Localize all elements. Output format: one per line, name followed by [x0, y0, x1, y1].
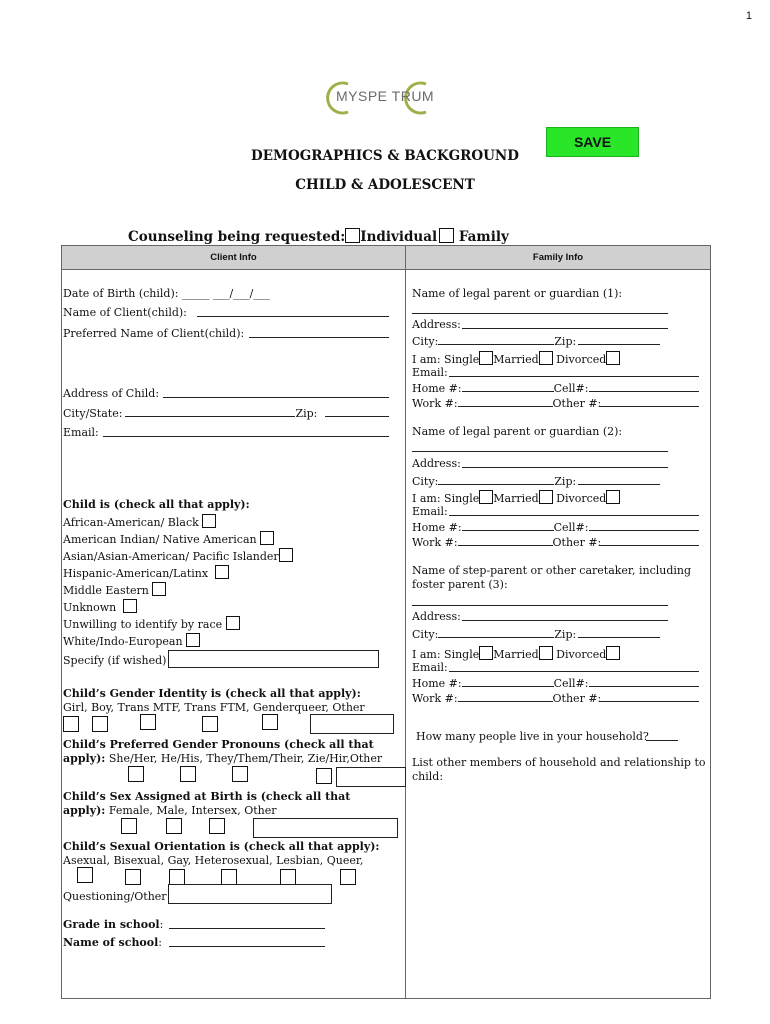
race-option-7[interactable]	[63, 616, 240, 632]
sex-options: Female, Male, Intersex, Other	[105, 804, 277, 817]
g1-email-field[interactable]	[412, 366, 699, 380]
race-label: Hispanic-American/Latinx	[63, 567, 209, 580]
child-email-field[interactable]	[63, 426, 389, 440]
race-checkbox[interactable]	[260, 531, 274, 545]
race-checkbox[interactable]	[186, 633, 200, 647]
married-checkbox[interactable]	[539, 490, 553, 504]
home-label: Home #:	[412, 677, 462, 690]
city-label: City:	[412, 628, 439, 641]
gender-checkbox-boy[interactable]	[92, 716, 108, 732]
step-parent-label-cont: foster parent (3):	[412, 578, 508, 591]
married-label: Married	[493, 648, 539, 661]
g2-status	[412, 490, 620, 506]
orientation-checkbox-asexual[interactable]	[77, 867, 93, 883]
g2-city-field[interactable]	[412, 474, 660, 489]
g1-status	[412, 351, 620, 367]
school-field[interactable]: Name of school:	[63, 936, 325, 950]
orientation-heading: Child’s Sexual Orientation is (check all that apply):	[63, 840, 380, 853]
divorced-label: Divorced	[556, 492, 607, 505]
zip-label: Zip:	[295, 407, 318, 420]
gender-other-input[interactable]	[310, 714, 394, 734]
married-checkbox[interactable]	[539, 351, 553, 365]
pronoun-checkbox-they[interactable]	[232, 766, 248, 782]
divorced-label: Divorced	[556, 648, 607, 661]
pronouns-heading-cont: apply):	[63, 752, 106, 765]
g1-address-field[interactable]	[412, 318, 668, 332]
step-parent-label: Name of step-parent or other caretaker, including	[412, 564, 692, 577]
work-label: Work #:	[412, 397, 458, 410]
sex-checkbox-male[interactable]	[166, 818, 182, 834]
g3-phone-row2[interactable]	[412, 691, 699, 706]
cell-label: Cell#:	[553, 382, 589, 395]
individual-label: Individual	[360, 229, 438, 245]
orientation-checkbox-lesbian[interactable]	[280, 869, 296, 885]
page-number: 1	[745, 10, 752, 22]
grade-field[interactable]: Grade in school:	[63, 918, 325, 932]
work-label: Work #:	[412, 536, 458, 549]
other-label: Other #:	[552, 536, 602, 549]
single-checkbox[interactable]	[479, 490, 493, 504]
child-address-field[interactable]	[63, 387, 389, 401]
pronoun-checkbox-he[interactable]	[180, 766, 196, 782]
child-address-label: Address of Child:	[63, 387, 160, 400]
race-option-3[interactable]	[63, 548, 293, 564]
myspectrum-logo	[326, 78, 450, 118]
g2-email-field[interactable]	[412, 505, 699, 519]
single-checkbox[interactable]	[479, 351, 493, 365]
counseling-label: Counseling being requested:	[128, 229, 346, 245]
orientation-checkbox-heterosexual[interactable]	[221, 869, 237, 885]
pronoun-checkbox-zie[interactable]	[316, 768, 332, 784]
individual-checkbox[interactable]	[345, 228, 360, 243]
gender-checkbox-ftm[interactable]	[202, 716, 218, 732]
members-label-cont: child:	[412, 770, 444, 783]
cell-label: Cell#:	[553, 521, 589, 534]
sex-options-line	[63, 804, 277, 818]
cell-label: Cell#:	[553, 677, 589, 690]
g3-phone-row1[interactable]	[412, 676, 699, 691]
household-label: How many people live in your household?	[416, 730, 649, 743]
orientation-other	[63, 884, 332, 904]
step-parent-input[interactable]	[412, 595, 668, 606]
gender-checkbox-genderqueer[interactable]	[262, 714, 278, 730]
race-checkbox[interactable]	[215, 565, 229, 579]
orientation-options: Asexual, Bisexual, Gay, Heterosexual, Lesbian, Queer,	[63, 854, 364, 867]
household-count-field[interactable]	[416, 730, 678, 744]
school-label: Name of school	[63, 936, 159, 949]
pronouns-heading: Child’s Preferred Gender Pronouns (check all that	[63, 738, 374, 751]
sex-checkbox-female[interactable]	[121, 818, 137, 834]
race-checkbox[interactable]	[123, 599, 137, 613]
race-option-6[interactable]	[63, 599, 137, 615]
orientation-other-input[interactable]	[168, 884, 332, 904]
home-label: Home #:	[412, 382, 462, 395]
married-label: Married	[493, 353, 539, 366]
single-label: I am: Single	[412, 648, 480, 661]
race-option-4[interactable]	[63, 565, 229, 581]
g3-address-field[interactable]	[412, 610, 668, 624]
city-label: City:	[412, 475, 439, 488]
g2-address-field[interactable]	[412, 457, 668, 471]
logo-text: MYSPE TRUM	[336, 88, 435, 104]
divorced-checkbox[interactable]	[606, 351, 620, 365]
other-label: Other #:	[552, 397, 602, 410]
email-label: Email:	[412, 366, 448, 379]
race-label: African-American/ Black	[63, 516, 199, 529]
city-label: City:	[412, 335, 439, 348]
client-name-label: Name of Client(child):	[63, 306, 187, 319]
race-label: Asian/Asian-American/ Pacific Islander	[63, 550, 279, 563]
family-info-header: Family Info	[532, 252, 584, 263]
single-label: I am: Single	[412, 353, 480, 366]
race-label: American Indian/ Native American	[63, 533, 257, 546]
client-name-field[interactable]	[63, 306, 389, 320]
guardian2-label: Name of legal parent or guardian (2):	[412, 425, 623, 438]
race-option-1[interactable]	[63, 514, 216, 530]
gender-checkbox-girl[interactable]	[63, 716, 79, 732]
form-title: DEMOGRAPHICS & BACKGROUND	[251, 148, 519, 164]
preferred-name-field[interactable]	[63, 327, 389, 341]
divorced-checkbox[interactable]	[606, 646, 620, 660]
race-label: White/Indo-European	[63, 635, 183, 648]
email-label: Email:	[412, 505, 448, 518]
race-option-5[interactable]	[63, 582, 166, 598]
guardian2-input[interactable]	[412, 441, 668, 452]
gender-options: Girl, Boy, Trans MTF, Trans FTM, Genderqueer, Other	[63, 701, 365, 714]
counseling-request	[128, 228, 509, 245]
g1-phone-row2[interactable]	[412, 396, 699, 411]
g3-city-field[interactable]	[412, 627, 660, 642]
gender-checkbox-mtf[interactable]	[140, 714, 156, 730]
orientation-checkbox-queer[interactable]	[340, 869, 356, 885]
married-checkbox[interactable]	[539, 646, 553, 660]
race-option-2[interactable]	[63, 531, 274, 547]
save-button[interactable]: SAVE	[546, 127, 639, 157]
grade-label: Grade in school	[63, 918, 160, 931]
address-label: Address:	[412, 457, 461, 470]
race-label: Middle Eastern	[63, 584, 149, 597]
race-specify	[63, 650, 379, 668]
pronouns-options: She/Her, He/His, They/Them/Their, Zie/Hir,Other	[105, 752, 383, 765]
form-subtitle: CHILD & ADOLESCENT	[295, 177, 475, 193]
guardian1-label: Name of legal parent or guardian (1):	[412, 287, 623, 300]
family-label: Family	[458, 229, 509, 245]
sex-checkbox-intersex[interactable]	[209, 818, 225, 834]
divorced-label: Divorced	[556, 353, 607, 366]
g1-phone-row1[interactable]	[412, 381, 699, 396]
gender-heading: Child’s Gender Identity is (check all that apply):	[63, 687, 361, 700]
race-heading: Child is (check all that apply):	[63, 498, 250, 511]
work-label: Work #:	[412, 692, 458, 705]
home-label: Home #:	[412, 521, 462, 534]
race-checkbox[interactable]	[152, 582, 166, 596]
race-checkbox[interactable]	[202, 514, 216, 528]
zip-label: Zip:	[554, 475, 577, 488]
email-label: Email:	[412, 661, 448, 674]
g2-phone-row1[interactable]	[412, 520, 699, 535]
city-state-label: City/State:	[63, 407, 123, 420]
preferred-name-label: Preferred Name of Client(child):	[63, 327, 245, 340]
race-label: Unwilling to identify by race	[63, 618, 223, 631]
zip-label: Zip:	[554, 628, 577, 641]
orientation-checkbox-bisexual[interactable]	[125, 869, 141, 885]
divorced-checkbox[interactable]	[606, 490, 620, 504]
city-state-field[interactable]	[63, 406, 389, 421]
married-label: Married	[493, 492, 539, 505]
race-specify-label: Specify (if wished)	[63, 654, 167, 667]
members-label: List other members of household and relationship to	[412, 756, 706, 769]
sex-other-input[interactable]	[253, 818, 398, 838]
sex-heading-cont: apply):	[63, 804, 106, 817]
other-label: Other #:	[552, 692, 602, 705]
pronouns-options-line	[63, 752, 382, 766]
race-label: Unknown	[63, 601, 117, 614]
g3-status	[412, 646, 620, 662]
race-checkbox[interactable]	[279, 548, 293, 562]
orientation-other-label: Questioning/Other	[63, 890, 167, 903]
guardian1-input[interactable]	[412, 303, 668, 314]
sex-heading: Child’s Sex Assigned at Birth is (check all that	[63, 790, 351, 803]
single-label: I am: Single	[412, 492, 480, 505]
race-checkbox[interactable]	[226, 616, 240, 630]
family-checkbox[interactable]	[439, 228, 454, 243]
g1-city-field[interactable]	[412, 334, 660, 349]
address-label: Address:	[412, 610, 461, 623]
single-checkbox[interactable]	[479, 646, 493, 660]
zip-label: Zip:	[554, 335, 577, 348]
address-label: Address:	[412, 318, 461, 331]
orientation-checkbox-gay[interactable]	[169, 869, 185, 885]
dob-field[interactable]: Date of Birth (child): _____ ___/___/___	[63, 287, 270, 300]
race-specify-input[interactable]	[168, 650, 379, 668]
pronoun-checkbox-she[interactable]	[128, 766, 144, 782]
client-info-header: Client Info	[210, 252, 257, 263]
pronoun-other-input[interactable]	[336, 767, 406, 787]
race-option-8[interactable]	[63, 633, 200, 649]
g2-phone-row2[interactable]	[412, 535, 699, 550]
g3-email-field[interactable]	[412, 661, 699, 675]
child-email-label: Email:	[63, 426, 99, 439]
